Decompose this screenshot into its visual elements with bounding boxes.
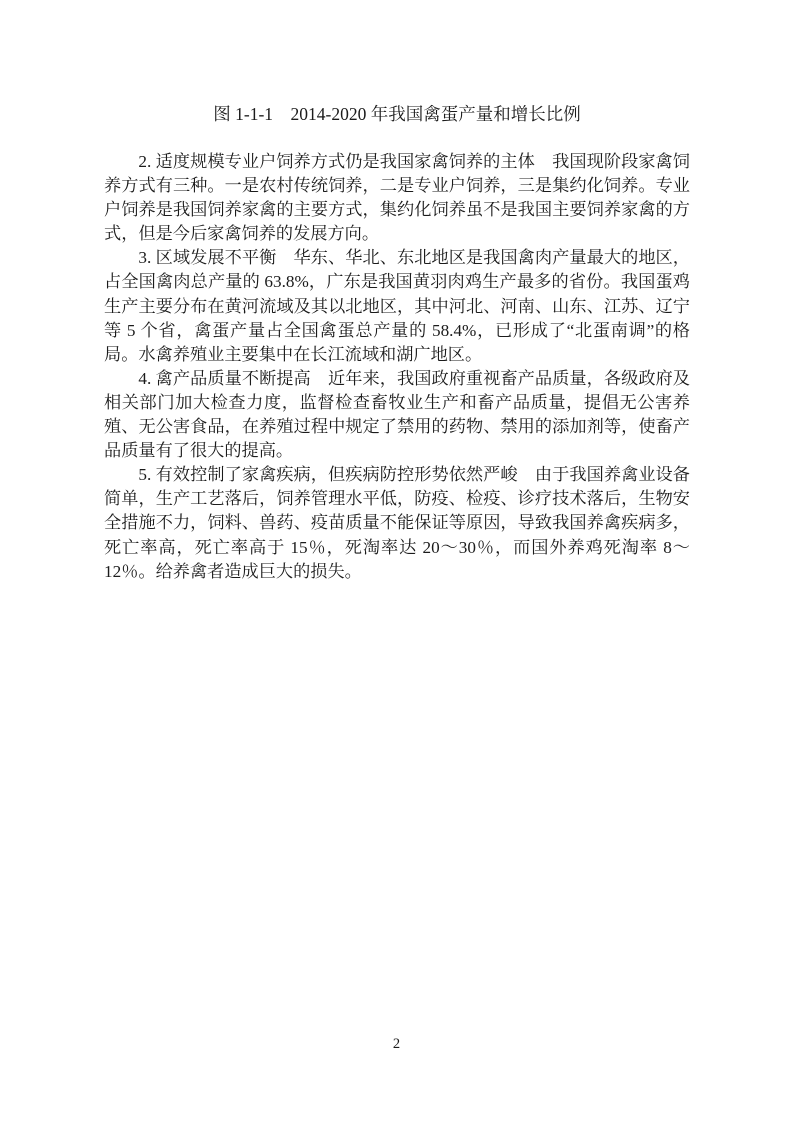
figure-caption: 图 1-1-1 2014-2020 年我国禽蛋产量和增长比例 — [213, 104, 581, 124]
paragraph-item-3: 3. 区域发展不平衡 华东、华北、东北地区是我国禽肉产量最大的地区，占全国禽肉总产量的 63.8%，广东是我国黄羽肉鸡生产最多的省份。我国蛋鸡生产主要分布在黄河流域及其以北地区，其中河北、河南、山东、江苏、辽宁等 5 个省，禽蛋产量占全国禽蛋总产量的 58.4%，已形成了“北蛋南调”的格局。水禽养殖业主要集中在长江流域和湖广地区。 — [104, 248, 690, 364]
page-number: 2 — [392, 1036, 401, 1052]
paragraph-item-4: 4. 禽产品质量不断提高 近年来，我国政府重视畜产品质量，各级政府及相关部门加大检查力度，监督检查畜牧业生产和畜产品质量，提倡无公害养殖、无公害食品，在养殖过程中规定了禁用的药物、禁用的添加剂等，使畜产品质量有了很大的提高。 — [104, 368, 690, 461]
paragraph-item-5: 5. 有效控制了家禽疾病，但疾病防控形势依然严峻 由于我国养禽业设备简单，生产工艺落后，饲养管理水平低，防疫、检疫、诊疗技术落后，生物安全措施不力，饲料、兽药、疫苗质量不能保证等原因，导致我国养禽疾病多，死亡率高，死亡率高于 15％，死淘率达 20～30％，而国外养鸡死淘率 8～12％。给养禽者造成巨大的损失。 — [104, 465, 690, 581]
paragraph-item-2: 2. 适度规模专业户饲养方式仍是我国家禽饲养的主体 我国现阶段家禽饲养方式有三种。一是农村传统饲养，二是专业户饲养，三是集约化饲养。专业户饲养是我国饲养家禽的主要方式，集约化饲养虽不是我国主要饲养家禽的方式，但是今后家禽饲养的发展方向。 — [104, 152, 690, 244]
document-body — [104, 150, 690, 584]
